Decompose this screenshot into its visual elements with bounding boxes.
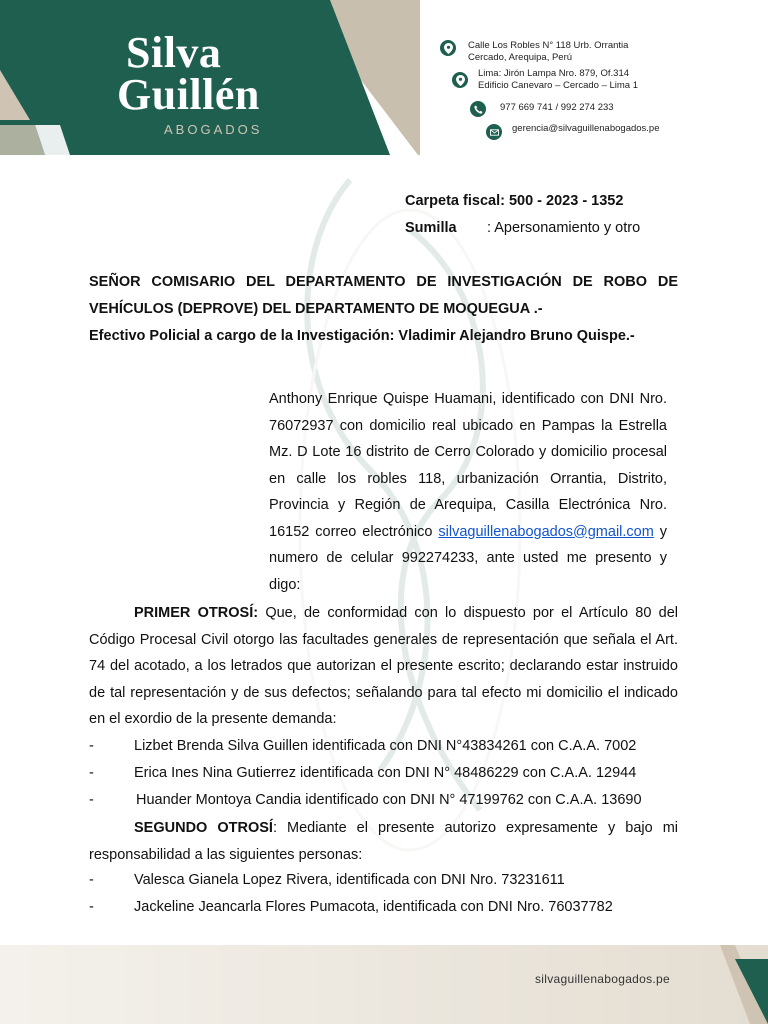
logo-subtitle: ABOGADOS [164, 122, 263, 137]
sumilla-label: Sumilla [405, 220, 457, 236]
authorized-person-2: Jackeline Jeancarla Flores Pumacota, identificada con DNI Nro. 76037782 [134, 899, 613, 915]
logo-text-silva: Silva [126, 28, 222, 77]
lawyer-list-item [89, 733, 94, 760]
email-link[interactable]: silvaguillenabogados@gmail.com [438, 523, 654, 540]
location-pin-icon [452, 72, 468, 88]
contact-address-lima [452, 72, 468, 88]
contact-email [486, 124, 502, 140]
contact-address-arequipa-line1: Calle Los Robles N° 118 Urb. Orrantia [468, 40, 629, 51]
lawyer-list-item [89, 760, 94, 787]
contact-address-lima-line1: Lima: Jirón Lampa Nro. 879, Of.314 [478, 68, 630, 79]
contact-email-text: gerencia@silvaguillenabogados.pe [512, 123, 660, 134]
intro-paragraph [269, 386, 667, 598]
location-pin-icon [440, 40, 456, 56]
contact-address-arequipa [440, 40, 456, 56]
addressee-line-3: Efectivo Policial a cargo de la Investigación: Vladimir Alejandro Bruno Quispe.- [89, 328, 635, 344]
lawyer-name-1: Lizbet Brenda Silva Guillen identificada con DNI N°43834261 con C.A.A. 7002 [134, 738, 637, 754]
list-bullet: - [89, 872, 94, 888]
segundo-otrosi-text: : Mediante el presente autorizo expresamente y bajo mi responsabilidad a las siguientes personas: [89, 820, 678, 863]
lawyer-name-2: Erica Ines Nina Gutierrez identificada con DNI N° 48486229 con C.A.A. 12944 [134, 765, 637, 781]
list-bullet: - [89, 765, 94, 781]
primer-otrosi-text: Que, de conformidad con lo dispuesto por el Artículo 80 del Código Procesal Civil otorgo las facultades generales de representación que señala el Art. 74 del acotado, a los letrados que autorizan el presente escrito; declarando estar instruido de tal representación y de sus defectos; señalando para tal efecto mi domicilio el indicado en el exordio de la presente demanda: [89, 605, 678, 727]
segundo-otrosi-label: SEGUNDO OTROSÍ [134, 820, 273, 836]
primer-otrosi-label: PRIMER OTROSÍ: [134, 605, 259, 621]
case-number: Carpeta fiscal: 500 - 2023 - 1352 [405, 193, 624, 209]
sumilla-value: : Apersonamiento y otro [487, 220, 641, 236]
list-bullet: - [89, 738, 94, 754]
contact-phone-text: 977 669 741 / 992 274 233 [500, 102, 614, 113]
contact-address-arequipa-line2: Cercado, Arequipa, Perú [468, 52, 573, 63]
intro-text: Anthony Enrique Quispe Huamani, identificado con DNI Nro. 76072937 con domicilio real ubicado en Pampas la Estrella Mz. D Lote 16 distrito de Cerro Colorado y domicilio procesal en calle los robles 118, urbanización Orrantia, Distrito, Provincia y Región de Arequipa, Casilla Electrónica Nro. 16152 correo electrónico [269, 391, 667, 540]
segundo-otrosi-paragraph [89, 815, 678, 868]
contact-phone [470, 101, 486, 117]
authorized-list-item [89, 894, 94, 921]
lawyer-list-item [89, 787, 94, 814]
lawyer-name-3: Huander Montoya Candia identificado con DNI N° 47199762 con C.A.A. 13690 [136, 792, 642, 808]
list-bullet: - [89, 899, 94, 915]
footer-website[interactable]: silvaguillenabogados.pe [535, 972, 670, 986]
addressee-line-1: SEÑOR COMISARIO DEL DEPARTAMENTO DE INVESTIGACIÓN DE ROBO DE [89, 274, 678, 290]
authorized-person-1: Valesca Gianela Lopez Rivera, identificada con DNI Nro. 73231611 [134, 872, 565, 888]
intro-text-end: y numero de celular 992274233, ante usted me presento y digo: [269, 523, 668, 593]
primer-otrosi-paragraph [89, 600, 678, 733]
addressee-line-2: VEHÍCULOS (DEPROVE) DEL DEPARTAMENTO DE MOQUEGUA .- [89, 301, 543, 317]
phone-icon [470, 101, 486, 117]
list-bullet: - [89, 792, 94, 808]
email-icon [486, 124, 502, 140]
contact-address-lima-line2: Edificio Canevaro – Cercado – Lima 1 [478, 80, 639, 91]
authorized-list-item [89, 867, 94, 894]
logo-text-guillen: Guillén [117, 70, 260, 119]
